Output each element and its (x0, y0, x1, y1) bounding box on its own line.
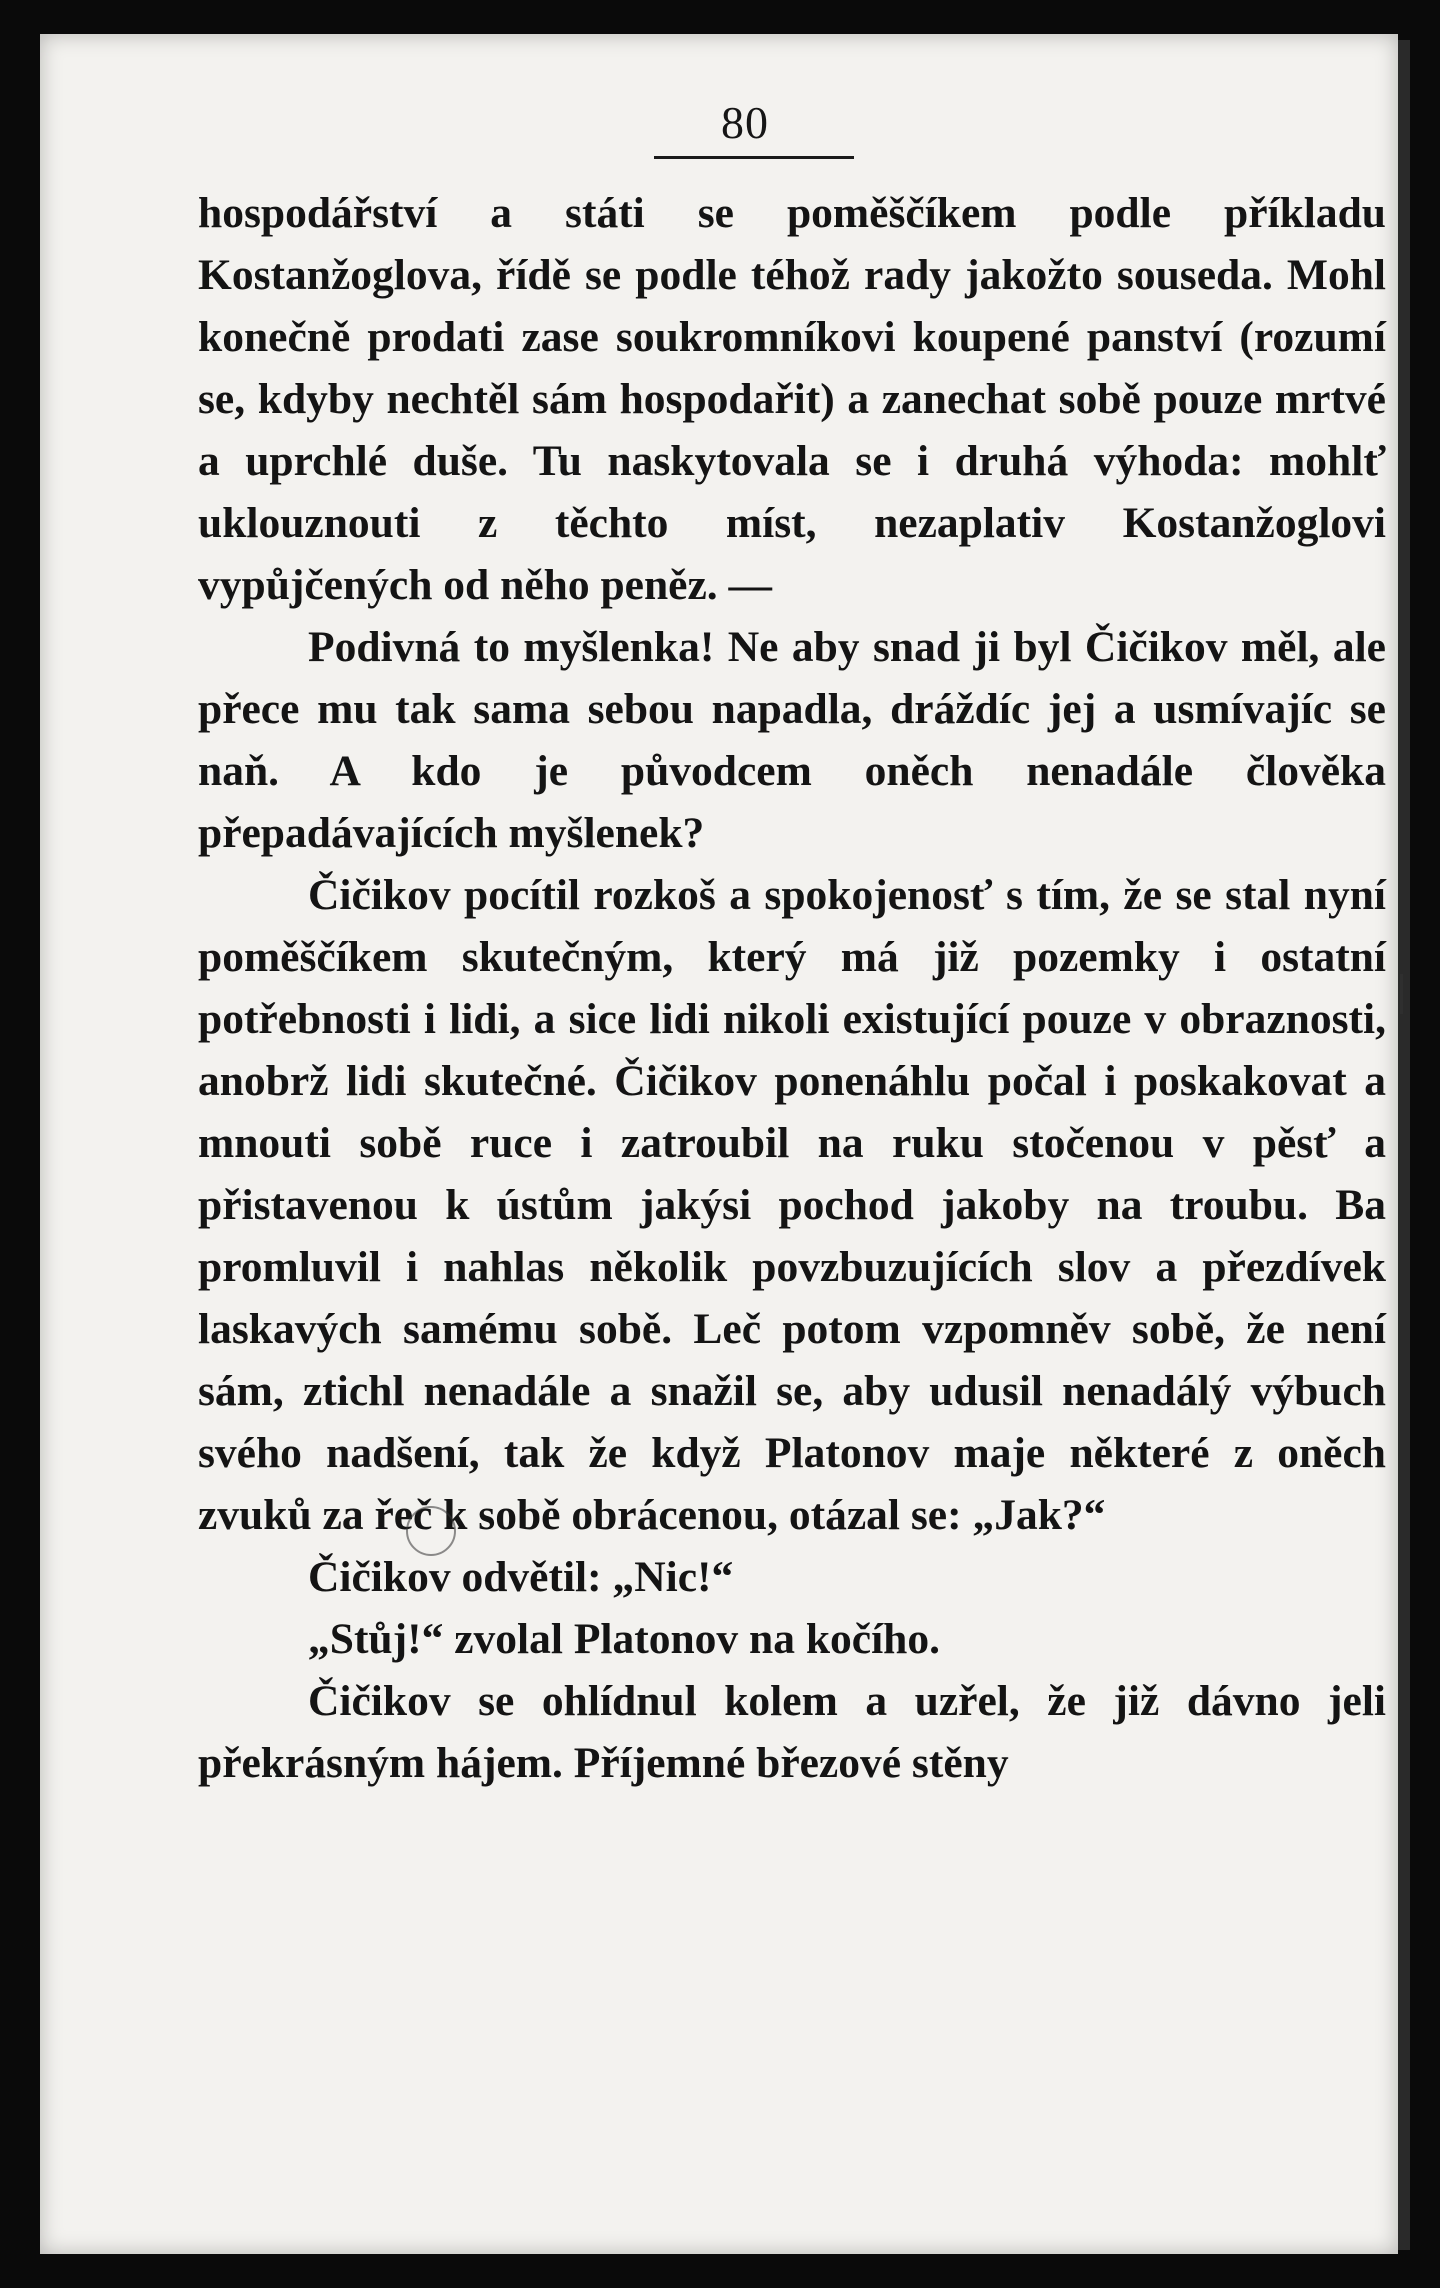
paragraph: Čičikov se ohlídnul kolem a uzřel, že již dávno jeli překrásným hájem. Příjemné březové stěny (198, 1677, 1386, 1787)
paragraph: Čičikov odvětil: „Nic!“ (308, 1553, 734, 1601)
page-header (40, 96, 1398, 149)
page-number: 80 (721, 97, 769, 148)
page-text (198, 182, 1386, 1794)
book-page (40, 34, 1398, 2254)
paragraph: hospodářství a státi se poměščíkem podle příkladu Kostanžoglova, řídě se podle téhož rady jakožto souseda. Mohl konečně prodati zase soukromníkovi koupené panství (rozumí se, kdyby nechtěl sám hospodařit) a zanechat sobě pouze mrtvé a uprchlé duše. Tu naskytovala se i druhá výhoda: mohlť uklouznouti z těchto míst, nezaplativ Kostanžoglovi vypůjčených od něho peněz. — (198, 189, 1386, 609)
paragraph: „Stůj!“ zvolal Platonov na kočího. (308, 1615, 941, 1663)
paragraph: Čičikov pocítil rozkoš a spokojenosť s tím, že se stal nyní poměščíkem skutečným, který má již pozemky i ostatní potřebnosti i lidi, a sice lidi nikoli existující pouze v obraznosti, anobrž lidi skutečné. Čičikov ponenáhlu počal i poskakovat a mnouti sobě ruce i zatroubil na ruku stočenou v pěsť a přistavenou k ústům jakýsi pochod jakoby na troubu. Ba promluvil i nahlas několik povzbuzujících slov a přezdívek laskavých samému sobě. Leč potom vzpomněv sobě, že není sám, ztichl nenadále a snažil se, aby udusil nenadálý výbuch svého nadšení, tak že když Platonov maje některé z oněch zvuků za řeč k sobě obrácenou, otázal se: „Jak?“ (198, 871, 1386, 1539)
ink-circle-mark (406, 1506, 456, 1556)
margin-mark (1400, 974, 1403, 1014)
paragraph: Podivná to myšlenka! Ne aby snad ji byl Čičikov měl, ale přece mu tak sama sebou napadla, dráždíc jej a usmívajíc se naň. A kdo je původcem oněch nenadále člověka přepadávajících myšlenek? (198, 623, 1386, 857)
header-rule (654, 156, 854, 159)
page-edge (1398, 40, 1410, 2250)
